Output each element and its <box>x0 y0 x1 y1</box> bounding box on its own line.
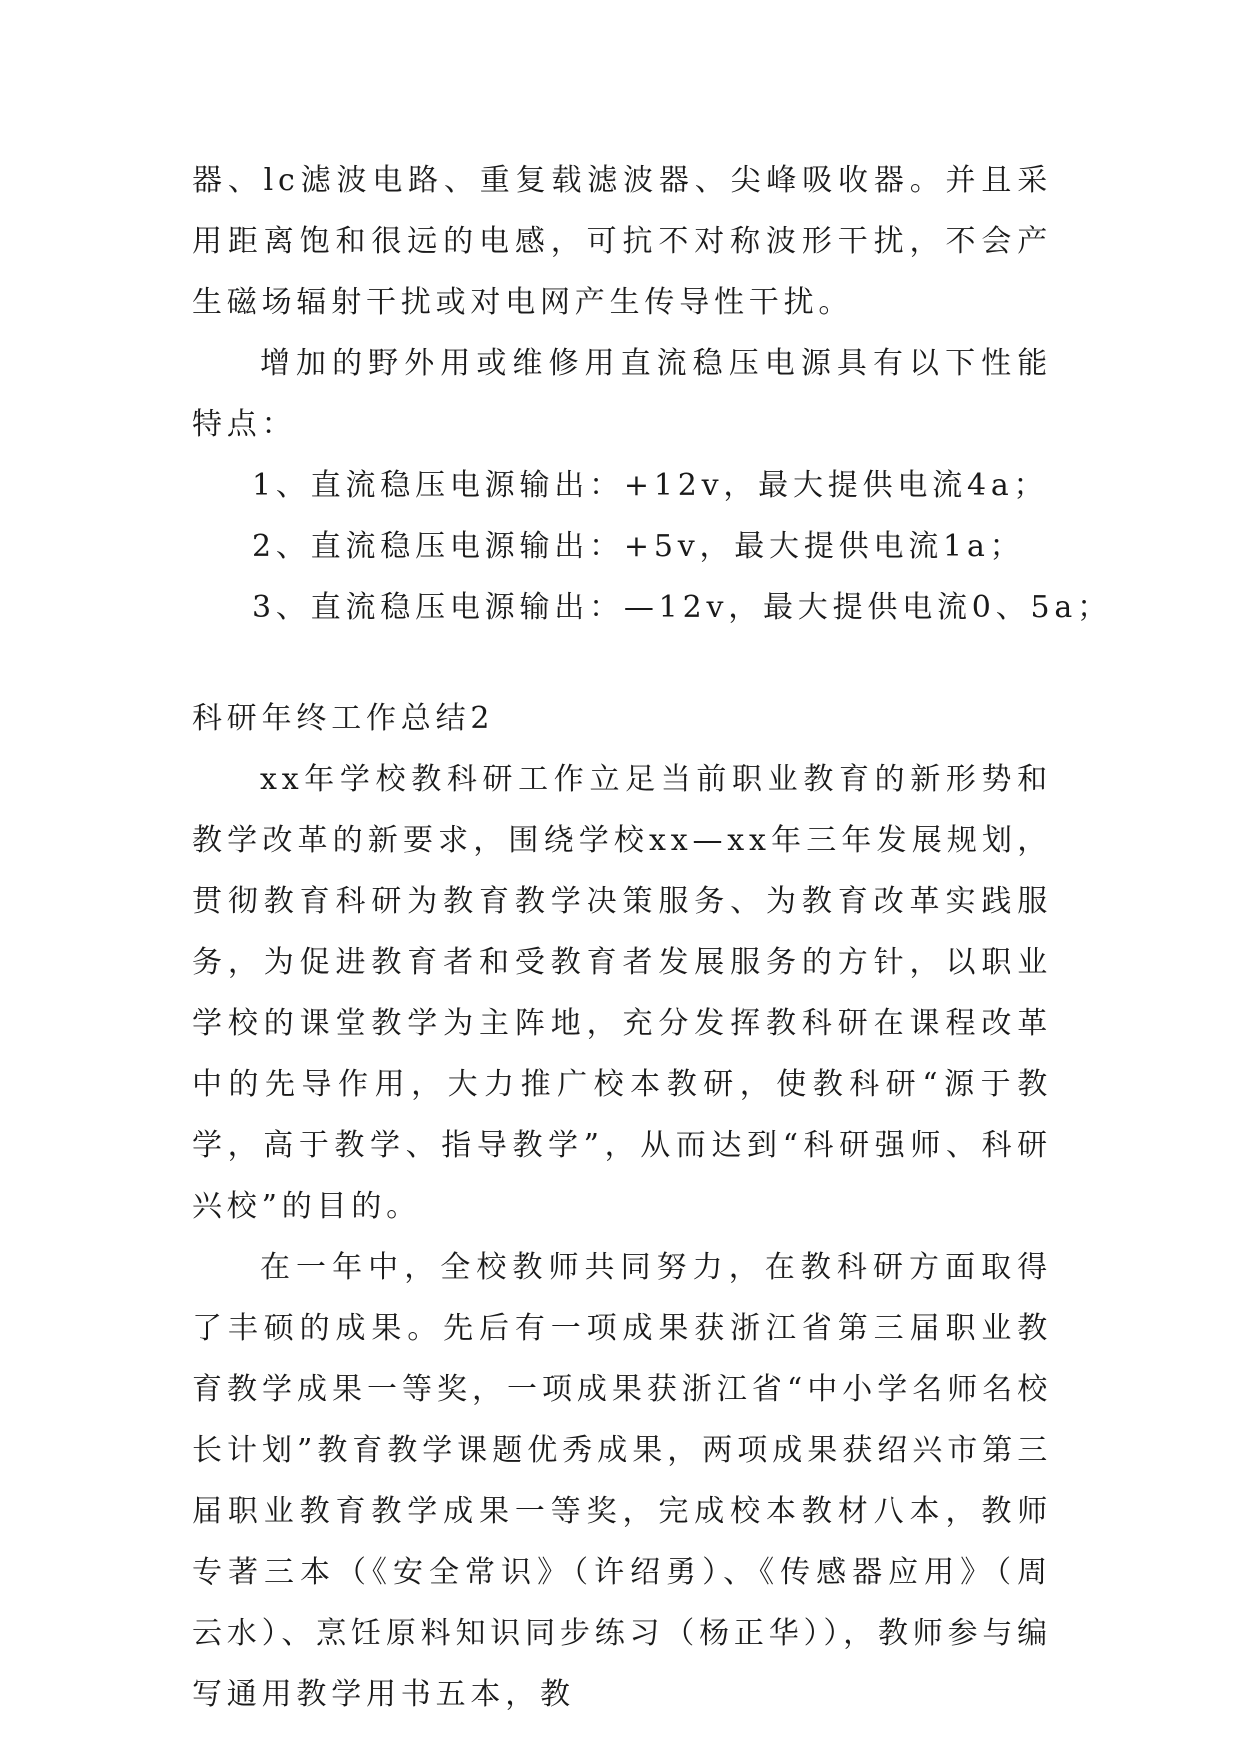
section-heading: 科研年终工作总结2 <box>192 701 495 736</box>
list-item-minus-12v: 3、直流稳压电源输出：—12v，最大提供电流0、5a； <box>252 590 1112 625</box>
paragraph-power-features-intro: 增加的野外用或维修用直流稳压电源具有以下性能特点： <box>192 346 1052 442</box>
paragraph-research-overview: xx年学校教科研工作立足当前职业教育的新形势和教学改革的新要求，围绕学校xx—xx年三年发展规划，贯彻教育科研为教育教学决策服务、为教育改革实践服务，为促进教育者和受教育者发展服务的方针，以职业学校的课堂教学为主阵地，充分发挥教科研在课程改革中的先导作用，大力推广校本教研，使教科研“源于教学，高于教学、指导教学”，从而达到“科研强师、科研兴校”的目的。 <box>192 762 1052 1224</box>
list-item-5v: 2、直流稳压电源输出：+5v，最大提供电流1a； <box>252 529 1025 564</box>
document-page <box>192 150 1112 1725</box>
paragraph-power-filter: 器、lc滤波电路、重复载滤波器、尖峰吸收器。并且采用距离饱和很远的电感，可抗不对称波形干扰，不会产生磁场辐射干扰或对电网产生传导性干扰。 <box>192 163 1052 320</box>
list-item-12v: 1、直流稳压电源输出：+12v，最大提供电流4a； <box>252 468 1049 503</box>
paragraph-research-results: 在一年中，全校教师共同努力，在教科研方面取得了丰硕的成果。先后有一项成果获浙江省第三届职业教育教学成果一等奖，一项成果获浙江省“中小学名师名校长计划”教育教学课题优秀成果，两项成果获绍兴市第三届职业教育教学成果一等奖，完成校本教材八本，教师专著三本（《安全常识》（许绍勇）、《传感器应用》（周云水）、烹饪原料知识同步练习（杨正华）），教师参与编写通用教学用书五本，教 <box>192 1250 1052 1712</box>
